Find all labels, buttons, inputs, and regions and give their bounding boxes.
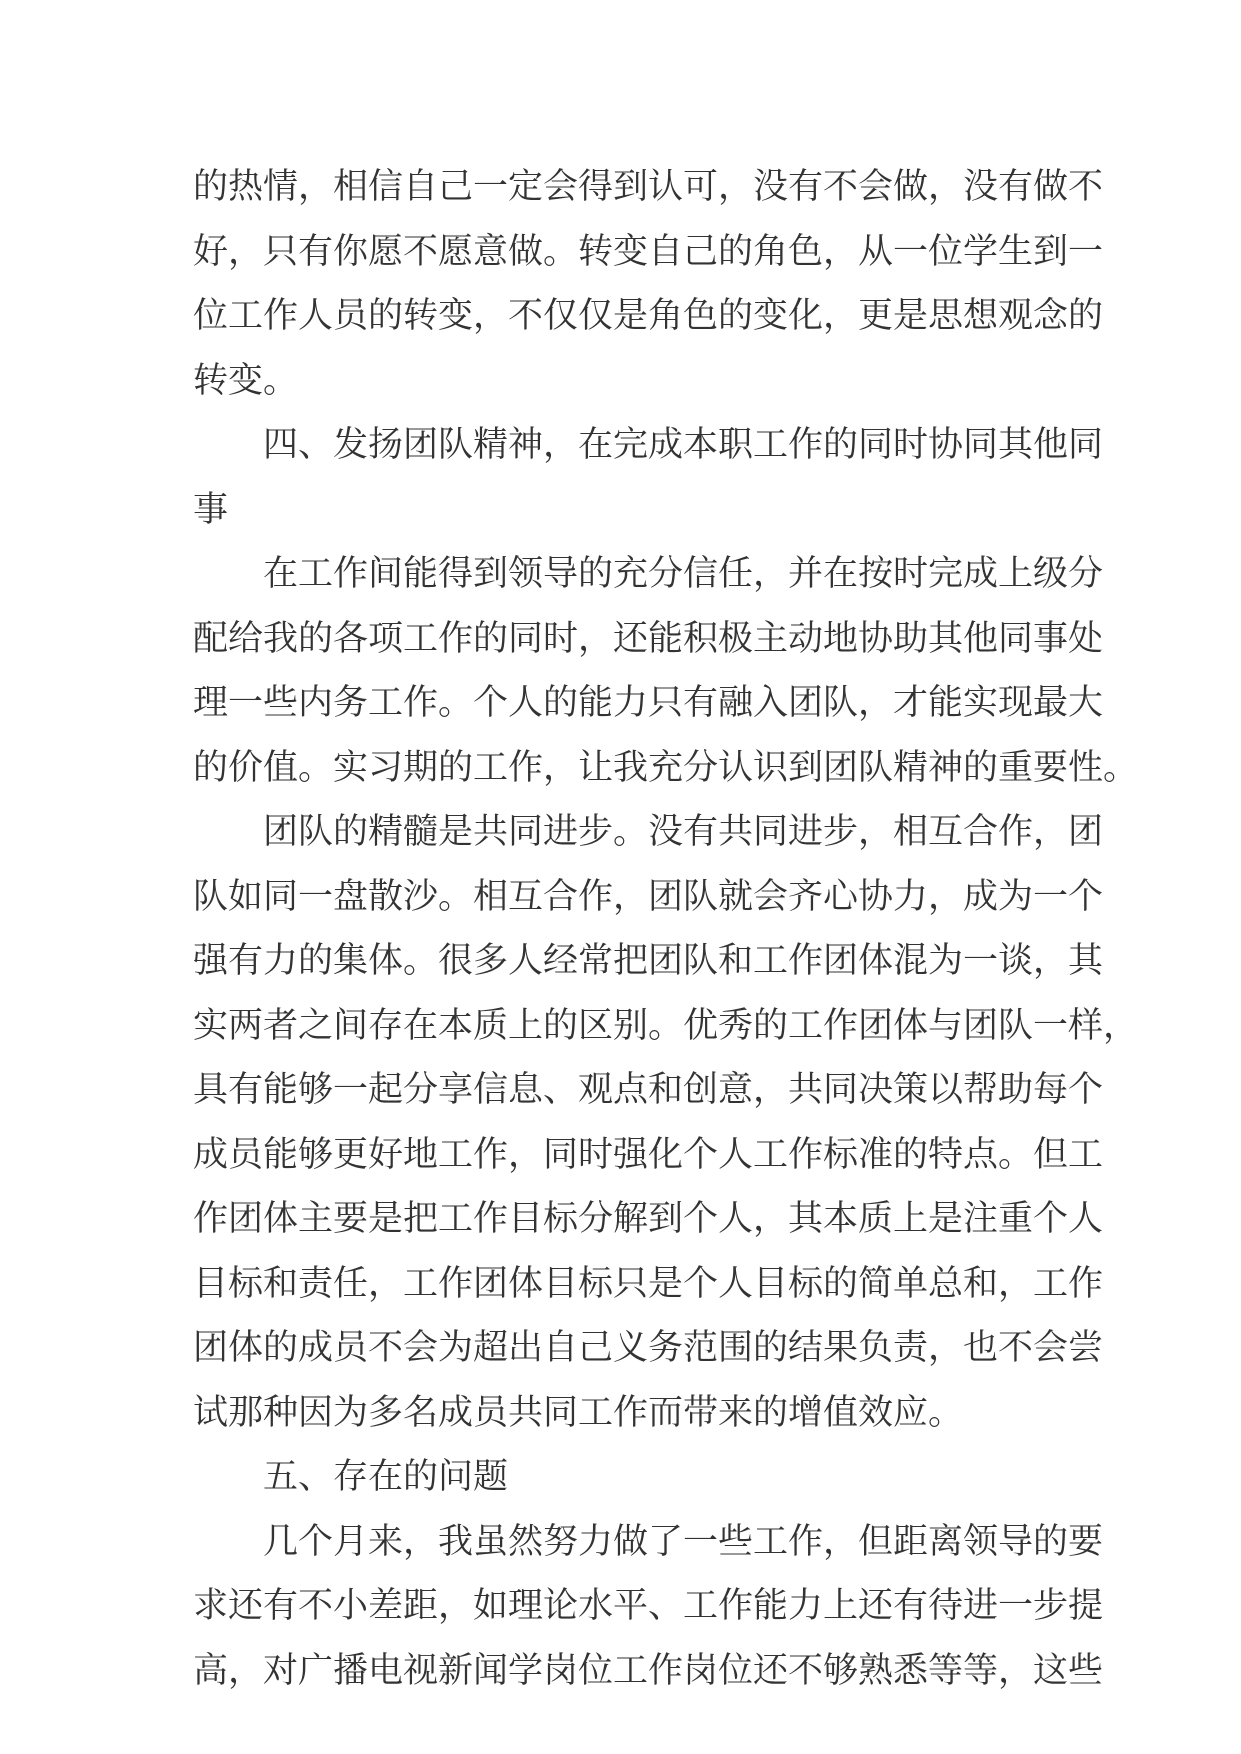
text-line: 具有能够一起分享信息、观点和创意，共同决策以帮助每个	[193, 1070, 1104, 1110]
text-line: 在工作间能得到领导的充分信任，并在按时完成上级分	[263, 554, 1104, 594]
text-line: 理一些内务工作。个人的能力只有融入团队，才能实现最大	[193, 683, 1104, 723]
text-line: 好，只有你愿不愿意做。转变自己的角色，从一位学生到一	[193, 231, 1104, 272]
section-heading-4-continued: 事	[193, 489, 229, 530]
text-line: 的热情，相信自己一定会得到认可，没有不会做，没有做不	[193, 167, 1104, 207]
text-line: 强有力的集体。很多人经常把团队和工作团体混为一谈，其	[193, 941, 1104, 981]
text-line: 几个月来，我虽然努力做了一些工作，但距离领导的要	[263, 1521, 1104, 1562]
text-line: 求还有不小差距，如理论水平、工作能力上还有待进一步提	[193, 1586, 1104, 1626]
section-heading-4: 四、发扬团队精神，在完成本职工作的同时协同其他同	[263, 425, 1104, 465]
text-line: 试那种因为多名成员共同工作而带来的增值效应。	[193, 1392, 964, 1433]
text-line: 团队的精髓是共同进步。没有共同进步，相互合作，团	[263, 812, 1104, 852]
text-line: 高，对广播电视新闻学岗位工作岗位还不够熟悉等等，这些	[193, 1650, 1104, 1691]
text-line: 目标和责任，工作团体目标只是个人目标的简单总和，工作	[193, 1263, 1104, 1304]
text-line: 的价值。实习期的工作，让我充分认识到团队精神的重要性。	[193, 747, 1139, 788]
text-line: 队如同一盘散沙。相互合作，团队就会齐心协力，成为一个	[193, 876, 1104, 917]
text-line: 成员能够更好地工作，同时强化个人工作标准的特点。但工	[193, 1134, 1104, 1175]
text-line: 位工作人员的转变，不仅仅是角色的变化，更是思想观念的	[193, 296, 1104, 336]
section-heading-5: 五、存在的问题	[263, 1457, 509, 1497]
text-line: 作团体主要是把工作目标分解到个人，其本质上是注重个人	[193, 1199, 1104, 1239]
text-line: 团体的成员不会为超出自己义务范围的结果负责，也不会尝	[193, 1328, 1104, 1368]
text-line: 实两者之间存在本质上的区别。优秀的工作团体与团队一样，	[193, 1005, 1139, 1046]
body-text	[193, 155, 1139, 1703]
text-line: 转变。	[193, 360, 299, 401]
text-line: 配给我的各项工作的同时，还能积极主动地协助其他同事处	[193, 618, 1104, 659]
